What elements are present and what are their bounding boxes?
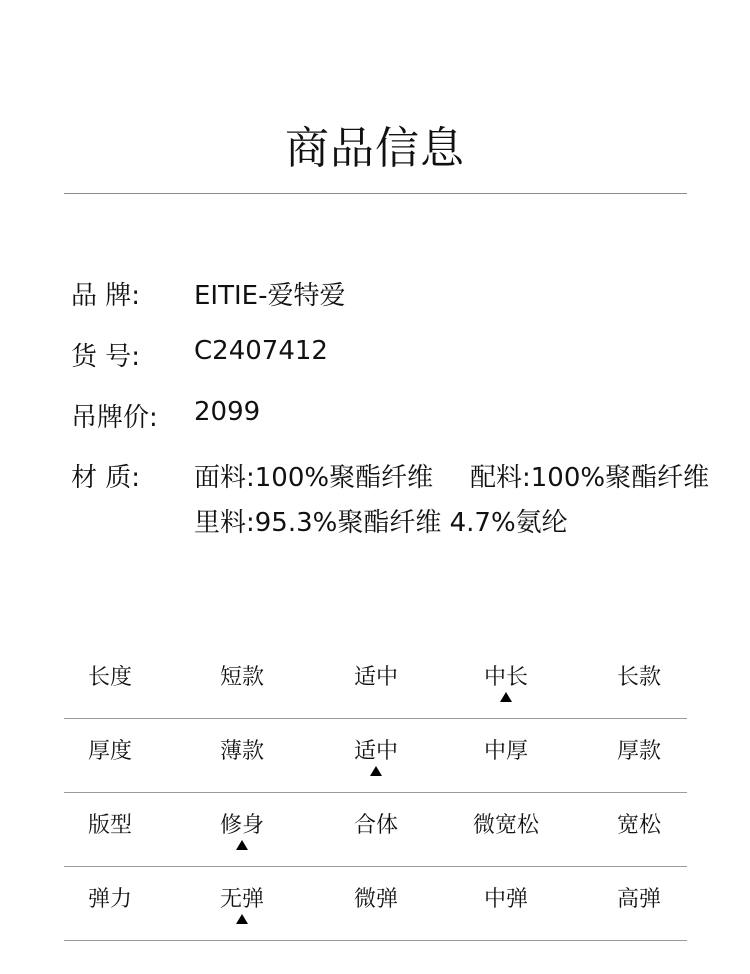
title-divider [64, 193, 687, 194]
sku-value: C2407412 [194, 336, 328, 366]
attribute-option: 适中 [353, 739, 399, 764]
page-title: 商品信息 [285, 123, 465, 174]
attribute-option: 薄款 [219, 739, 265, 764]
material-label: 材 质: [71, 463, 141, 493]
material-accessory: 配料:100%聚酯纤维 [470, 463, 710, 493]
attribute-option: 无弹 [219, 887, 265, 912]
selected-marker-icon [370, 766, 382, 776]
brand-value: EITIE-爱特爱 [194, 281, 346, 311]
attribute-row [64, 645, 687, 719]
attribute-option: 宽松 [616, 813, 662, 838]
attribute-name: 弹力 [87, 887, 133, 912]
attribute-option: 长款 [616, 665, 662, 690]
attribute-option: 高弹 [616, 887, 662, 912]
attribute-option: 中长 [483, 665, 529, 690]
price-value: 2099 [194, 397, 261, 427]
selected-marker-icon [236, 914, 248, 924]
attribute-table [64, 645, 687, 941]
attribute-name: 厚度 [87, 739, 133, 764]
price-label: 吊牌价: [71, 403, 158, 433]
selected-marker-icon [236, 840, 248, 850]
sku-label: 货 号: [71, 342, 141, 372]
brand-label: 品 牌: [71, 281, 141, 311]
attribute-row [64, 867, 687, 941]
attribute-option: 修身 [219, 813, 265, 838]
attribute-option: 厚款 [616, 739, 662, 764]
selected-marker-icon [500, 692, 512, 702]
attribute-row [64, 719, 687, 793]
attribute-name: 长度 [87, 665, 133, 690]
attribute-option: 中厚 [483, 739, 529, 764]
attribute-row [64, 793, 687, 867]
attribute-option: 微弹 [353, 887, 399, 912]
material-fabric: 面料:100%聚酯纤维 [194, 463, 434, 493]
attribute-option: 微宽松 [472, 813, 540, 838]
attribute-option: 短款 [219, 665, 265, 690]
attribute-option: 中弹 [483, 887, 529, 912]
attribute-name: 版型 [87, 813, 133, 838]
attribute-option: 适中 [353, 665, 399, 690]
attribute-option: 合体 [353, 813, 399, 838]
material-lining: 里料:95.3%聚酯纤维 4.7%氨纶 [194, 508, 568, 538]
